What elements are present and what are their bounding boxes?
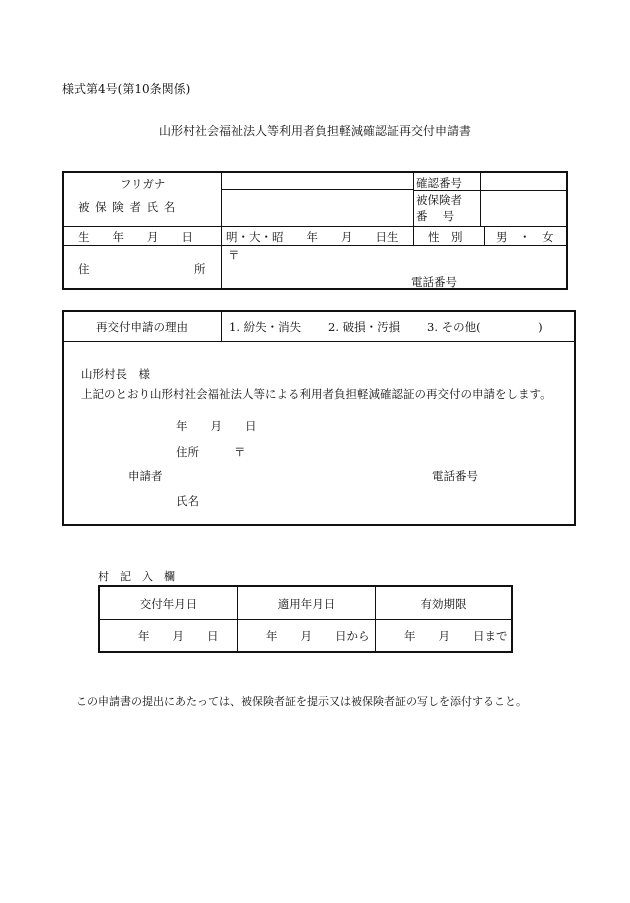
applicant-name-label: 氏名	[176, 494, 199, 508]
address-label-2: 所	[194, 262, 206, 276]
applicant-postal-mark: 〒	[234, 445, 246, 459]
address-label: 住	[78, 262, 90, 276]
phone-label: 電話番号	[411, 275, 457, 289]
form-number: 様式第4号(第10条関係)	[62, 82, 191, 96]
apply-date-header: 適用年月日	[277, 597, 336, 611]
reason-option-other: 3. その他( )	[427, 320, 543, 334]
insured-name-label: 被 保 険 者 氏 名	[78, 200, 177, 214]
application-date: 年 月 日	[176, 419, 257, 433]
expiry-value: 年 月 日まで	[404, 629, 508, 643]
expiry-header: 有効期限	[420, 597, 467, 611]
apply-date-value: 年 月 日から	[266, 629, 370, 643]
village-entry-label: 村 記 入 欄	[98, 570, 175, 583]
insured-number-label: 被保険者	[416, 193, 462, 207]
birth-date-label: 生 年 月 日	[78, 230, 193, 244]
applicant-address-label: 住所	[176, 445, 199, 459]
reason-option-lost: 1. 紛失・消失	[229, 320, 302, 334]
confirm-number-label: 確認番号	[416, 176, 462, 190]
furigana-label: フリガナ	[120, 177, 166, 191]
gender-value: 男 ・ 女	[496, 230, 554, 244]
reissue-request-table	[62, 310, 576, 526]
gender-label: 性 別	[428, 230, 463, 244]
footer-note: この申請書の提出にあたっては、被保険者証を提示又は被保険者証の写しを添付すること。	[76, 695, 527, 708]
village-entry-table	[98, 585, 513, 653]
insured-info-table	[62, 171, 568, 290]
page-title: 山形村社会福祉法人等利用者負担軽減確認証再交付申請書	[158, 124, 471, 138]
issue-date-value: 年 月 日	[138, 629, 219, 643]
reason-option-damaged: 2. 破損・汚損	[328, 320, 401, 334]
issue-date-header: 交付年月日	[139, 597, 198, 611]
insured-number-label-2: 番 号	[416, 209, 455, 223]
reason-label: 再交付申請の理由	[96, 320, 188, 334]
birth-date-value: 明・大・昭 年 月 日生	[226, 230, 399, 244]
request-statement: 上記のとおり山形村社会福祉法人等による利用者負担軽減確認証の再交付の申請をします。	[81, 387, 552, 401]
addressee: 山形村長 様	[81, 367, 150, 381]
applicant-phone-label: 電話番号	[432, 469, 478, 483]
postal-mark: 〒	[228, 248, 240, 262]
applicant-label: 申請者	[128, 469, 163, 483]
